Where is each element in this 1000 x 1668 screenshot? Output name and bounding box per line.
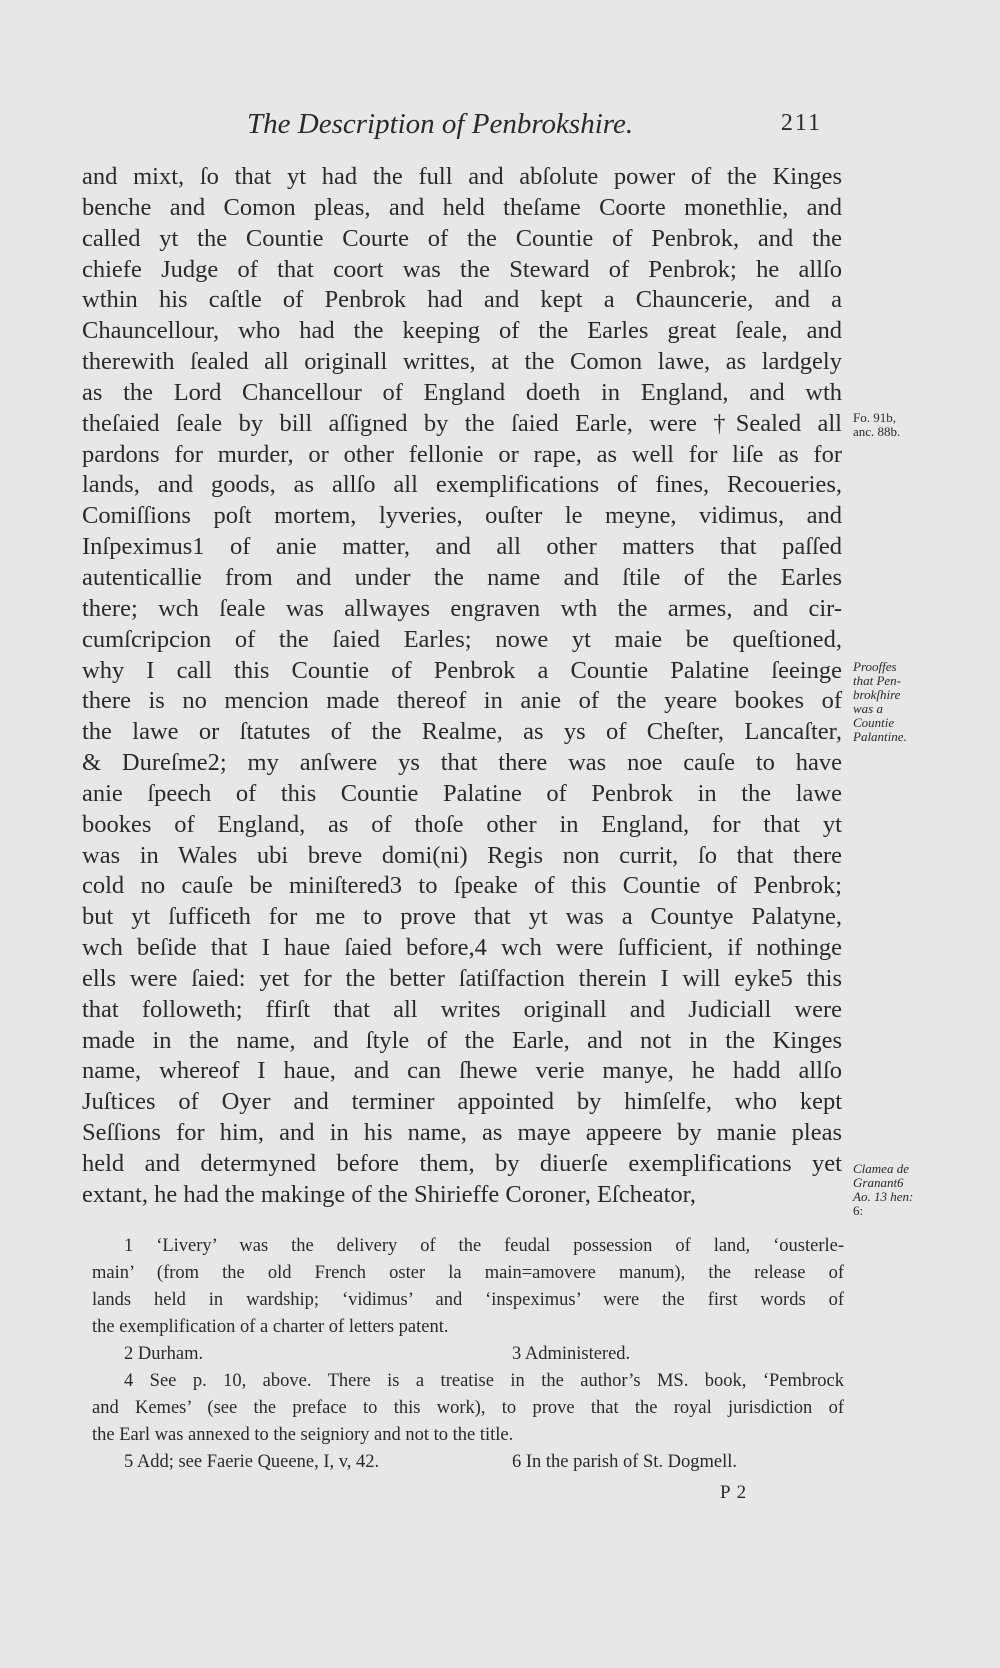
text-line: wthin his caſtle of Penbrok had and kept a Chauncerie, and a (82, 286, 842, 314)
text-line: Inſpeximus1 of anie matter, and all other matters that paſſed (82, 533, 842, 561)
text-line: name, whereof I haue, and can ſhewe verie manye, he hadd allſo (82, 1057, 842, 1085)
text-line: anie ſpeech of this Countie Palatine of Penbrok in the lawe (82, 779, 842, 807)
text-line: & Dureſme2; my anſwere ys that there was noe cauſe to have (82, 749, 842, 777)
text-line: autenticallie from and under the name and ſtile of the Earles (82, 563, 842, 591)
margin-note-line: that Pen- (853, 673, 902, 688)
text-line: as the Lord Chancellour of England doeth in England, and wth (82, 378, 842, 406)
margin-note-line: Palantine. (853, 729, 907, 744)
footnote-2: 2 Durham. (124, 1344, 204, 1364)
text-line: wch beſide that I haue ſaied before,4 wch were ſufficient, if nothinge (82, 934, 842, 962)
text-line: held and determyned before them, by diuerſe exemplifications yet (82, 1150, 842, 1177)
margin-note-folio (853, 411, 900, 439)
footnote-1-line: main’ (from the old French oster la main=amovere manum), the release of (92, 1263, 844, 1283)
margin-note-line: was a (853, 701, 883, 716)
footnote-3: 3 Administered. (512, 1344, 631, 1364)
footnote-4-line: 4 See p. 10, above. There is a treatise in the author’s MS. book, ‘Pembrock (124, 1371, 844, 1391)
footnote-5: 5 Add; see Faerie Queene, I, v, 42. (124, 1452, 380, 1472)
text-line: extant, he had the makinge of the Shirieffe Coroner, Eſcheator, (82, 1180, 696, 1208)
footnote-4-line: and Kemes’ (see the preface to this work), to prove that the royal jurisdiction of (92, 1398, 844, 1418)
text-line: Comiſſions poſt mortem, lyveries, ouſter le meyne, vidimus, and (82, 502, 842, 530)
text-line: made in the name, and ſtyle of the Earle, and not in the Kinges (82, 1026, 842, 1054)
text-line: that followeth; ffirſt that all writes originall and Judiciall were (82, 995, 842, 1023)
text-line: cold no cauſe be miniſtered3 to ſpeake of this Countie of Penbrok; (82, 872, 842, 900)
text-line: was in Wales ubi breve domi(ni) Regis non currit, ſo that there (82, 841, 842, 869)
text-line: there is no mencion made thereof in anie of the yeare bookes of (82, 687, 842, 715)
footnote-1-line: lands held in wardship; ‘vidimus’ and ‘inspeximus’ were the first words of (92, 1290, 844, 1310)
signature-mark: P 2 (720, 1482, 748, 1503)
footnotes (92, 1233, 844, 1476)
footnote-pair-2-3 (92, 1341, 844, 1368)
footnote-1-line: 1 ‘Livery’ was the delivery of the feudal possession of land, ‘ousterle- (124, 1236, 844, 1256)
text-line: bookes of England, as of thoſe other in England, for that yt (82, 810, 842, 838)
margin-note-line: Prooffes (853, 659, 897, 674)
text-line: chiefe Judge of that coort was the Steward of Penbrok; he allſo (82, 255, 842, 283)
margin-note-line: 6: (853, 1203, 864, 1218)
running-header (82, 108, 822, 144)
text-line: benche and Comon pleas, and held theſame Coorte monethlie, and (82, 193, 842, 221)
margin-note-line: Clamea de (853, 1161, 909, 1176)
text-line: there; wch ſeale was allwayes engraven wth the armes, and cir- (82, 594, 842, 622)
margin-note-line: Ao. 13 hen: (853, 1189, 914, 1204)
running-title: The Description of Penbrokshire. (247, 108, 634, 140)
margin-note-line: anc. 88b. (853, 424, 901, 439)
body-text (82, 162, 842, 1211)
margin-note-prooffes (853, 660, 907, 744)
margin-note-line: Countie (853, 715, 895, 730)
text-line: cumſcripcion of the ſaied Earles; nowe yt maie be queſtioned, (82, 625, 842, 653)
text-line: why I call this Countie of Penbrok a Countie Palatine ſeeinge (82, 656, 842, 684)
margin-note-line: Granant6 (853, 1175, 904, 1190)
text-line: ells were ſaied: yet for the better ſatiſfaction therein I will eyke5 this (82, 964, 842, 992)
text-line: Chauncellour, who had the keeping of the Earles great ſeale, and (82, 317, 842, 345)
text-line: but yt ſufficeth for me to prove that yt was a Countye Palatyne, (82, 903, 842, 931)
footnote-4-line: the Earl was annexed to the seigniory and not to the title. (92, 1425, 514, 1445)
margin-note-clamea (853, 1162, 913, 1218)
text-line: and mixt, ſo that yt had the full and abſolute power of the Kinges (82, 163, 842, 190)
footnote-pair-5-6 (92, 1449, 844, 1476)
text-line: theſaied ſeale by bill aſſigned by the ſaied Earle, were †Sealed all (82, 409, 842, 437)
text-line: pardons for murder, or other fellonie or rape, as well for liſe as for (82, 440, 842, 468)
text-line: therewith ſealed all originall writtes, at the Comon lawe, as lardgely (82, 348, 842, 376)
text-line: Juſtices of Oyer and terminer appointed by himſelfe, who kept (82, 1088, 842, 1116)
footnote-6: 6 In the parish of St. Dogmell. (512, 1452, 738, 1472)
text-line: Seſſions for him, and in his name, as maye appeere by manie pleas (82, 1119, 842, 1147)
page-number: 211 (780, 110, 822, 136)
text-line: the lawe or ſtatutes of the Realme, as ys of Cheſter, Lancaſter, (82, 718, 842, 746)
footnote-1-line: the exemplification of a charter of letters patent. (92, 1317, 449, 1337)
margin-note-line: Fo. 91b, (853, 410, 896, 425)
margin-note-line: brokſhire (853, 687, 901, 702)
text-line: called yt the Countie Courte of the Countie of Penbrok, and the (82, 224, 842, 252)
text-line: lands, and goods, as allſo all exemplifications of fines, Recoueries, (82, 471, 842, 499)
